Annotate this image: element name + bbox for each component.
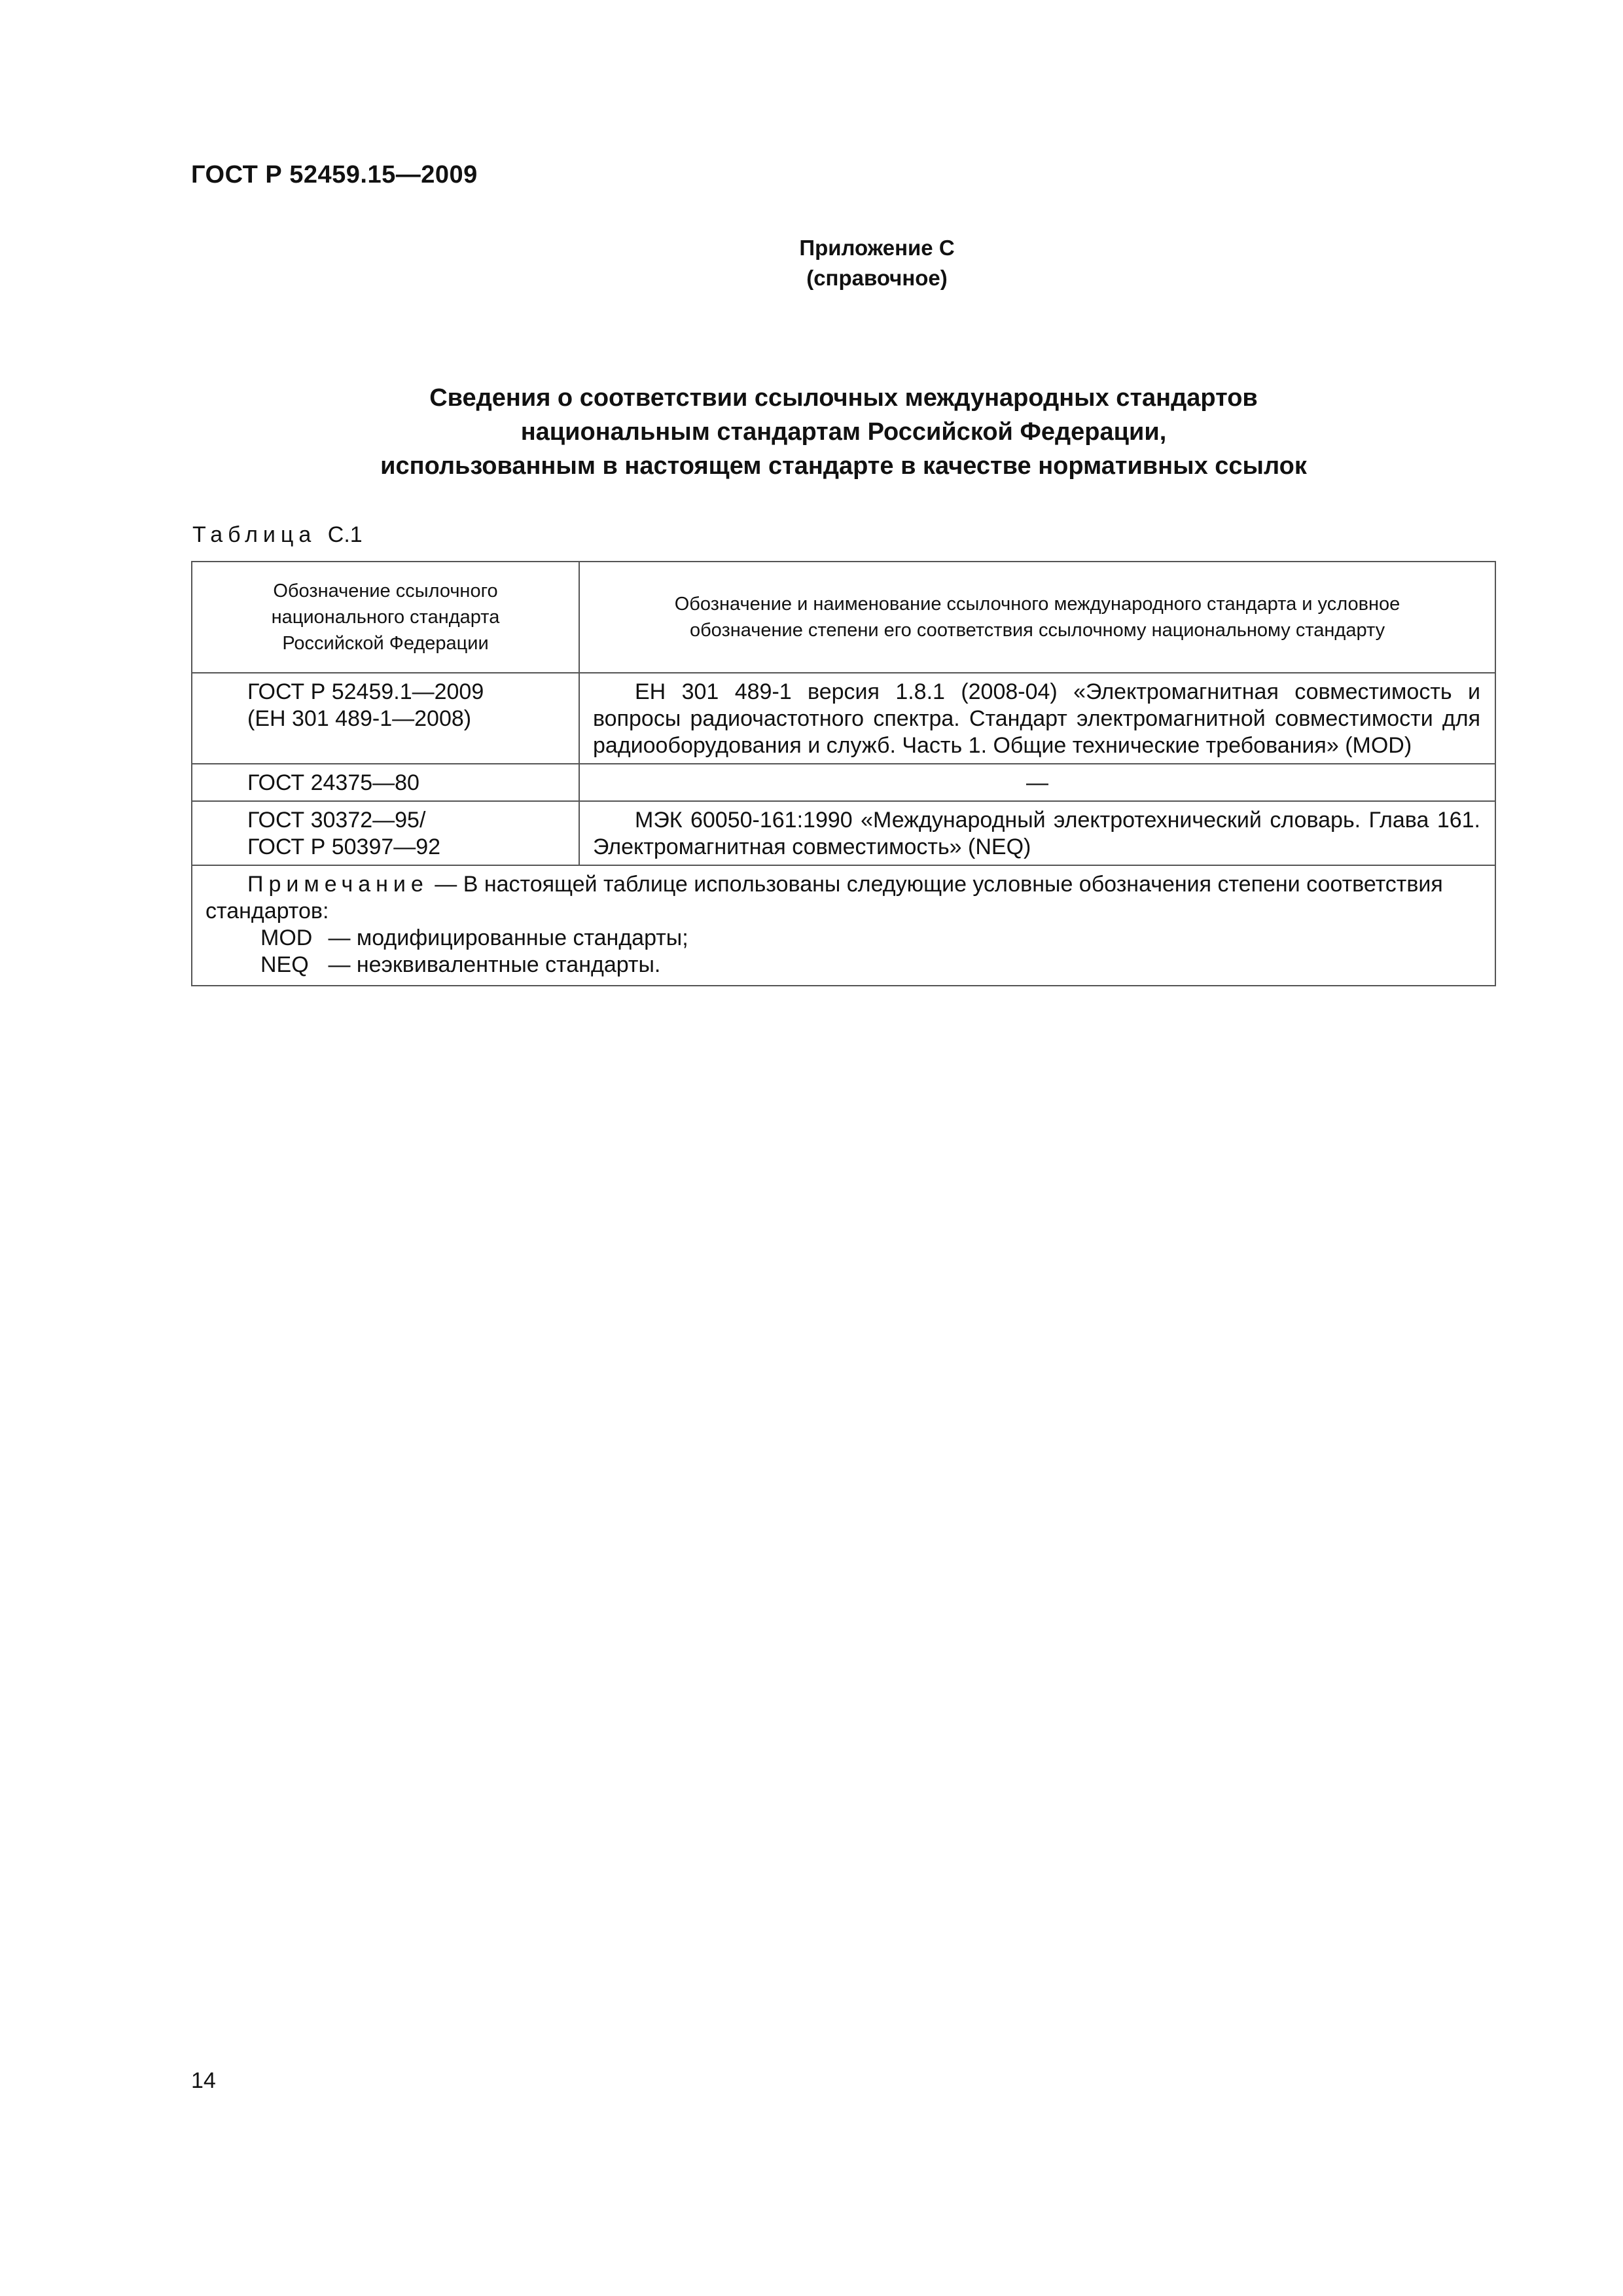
table-caption-word: Таблица xyxy=(192,522,317,547)
standard-code: ГОСТ 30372—95/ xyxy=(247,808,426,833)
table-row xyxy=(192,801,1495,865)
table-note-row xyxy=(192,865,1495,986)
title-line: Сведения о соответствии ссылочных международных стандартов xyxy=(429,384,1258,412)
note-label: Примечание xyxy=(247,872,429,897)
header-line: Обозначение и наименование ссылочного международного стандарта и условное xyxy=(674,594,1400,615)
international-standard-cell xyxy=(579,673,1495,764)
international-standard-cell xyxy=(579,764,1495,801)
standard-code: (ЕН 301 489-1—2008) xyxy=(247,706,472,731)
standard-description: — xyxy=(1026,770,1048,795)
international-standard-cell xyxy=(579,801,1495,865)
header-line: обозначение степени его соответствия ссылочному национальному стандарту xyxy=(689,620,1385,641)
legend-abbr: NEQ xyxy=(260,952,309,977)
reference-table xyxy=(191,561,1496,986)
table-caption-number: С.1 xyxy=(327,522,363,547)
annex-type: (справочное) xyxy=(806,266,948,290)
note-body: — В настоящей таблице использованы следующие условные обозначения степени соответствия стандартов: xyxy=(205,872,1443,924)
legend-text: — модифицированные стандарты; xyxy=(328,925,688,950)
header-line: Российской Федерации xyxy=(282,633,489,654)
annex-label: Приложение С xyxy=(799,236,955,260)
title-line: использованным в настоящем стандарте в качестве нормативных ссылок xyxy=(380,452,1307,480)
table-note xyxy=(192,865,1495,986)
table-row xyxy=(192,764,1495,801)
legend-text: — неэквивалентные стандарты. xyxy=(328,952,661,977)
header-line: Обозначение ссылочного xyxy=(273,581,498,601)
standard-code: ГОСТ Р 50397—92 xyxy=(247,834,441,859)
annex-heading xyxy=(759,233,995,293)
document-code: ГОСТ Р 52459.15—2009 xyxy=(191,161,478,188)
legend-item-neq xyxy=(205,952,1480,978)
table-caption xyxy=(192,522,363,548)
table-row xyxy=(192,673,1495,764)
page-number: 14 xyxy=(191,2068,216,2093)
header-col-international-standard xyxy=(579,562,1495,673)
header-line: национального стандарта xyxy=(271,607,500,628)
title-line: национальным стандартам Российской Федерации, xyxy=(520,418,1167,446)
standard-code: ГОСТ 24375—80 xyxy=(247,770,419,795)
national-standard-cell xyxy=(192,764,579,801)
standard-description: МЭК 60050-161:1990 «Международный электротехнический словарь. Глава 161. Электромагнитная совместимость» (NEQ) xyxy=(593,808,1480,859)
standard-code: ГОСТ Р 52459.1—2009 xyxy=(247,679,484,704)
legend-abbr: MOD xyxy=(260,925,313,950)
annex-title xyxy=(191,381,1496,483)
national-standard-cell xyxy=(192,801,579,865)
note-text xyxy=(205,871,1480,925)
legend-item-mod xyxy=(205,925,1480,952)
standard-description: ЕН 301 489-1 версия 1.8.1 (2008-04) «Электромагнитная совместимость и вопросы радиочастотного спектра. Стандарт электромагнитной совместимости для радиооборудования и служб. Часть 1. Общие технические требования» (MOD) xyxy=(593,679,1480,758)
national-standard-cell xyxy=(192,673,579,764)
table-header-row xyxy=(192,562,1495,673)
header-col-national-standard xyxy=(192,562,579,673)
